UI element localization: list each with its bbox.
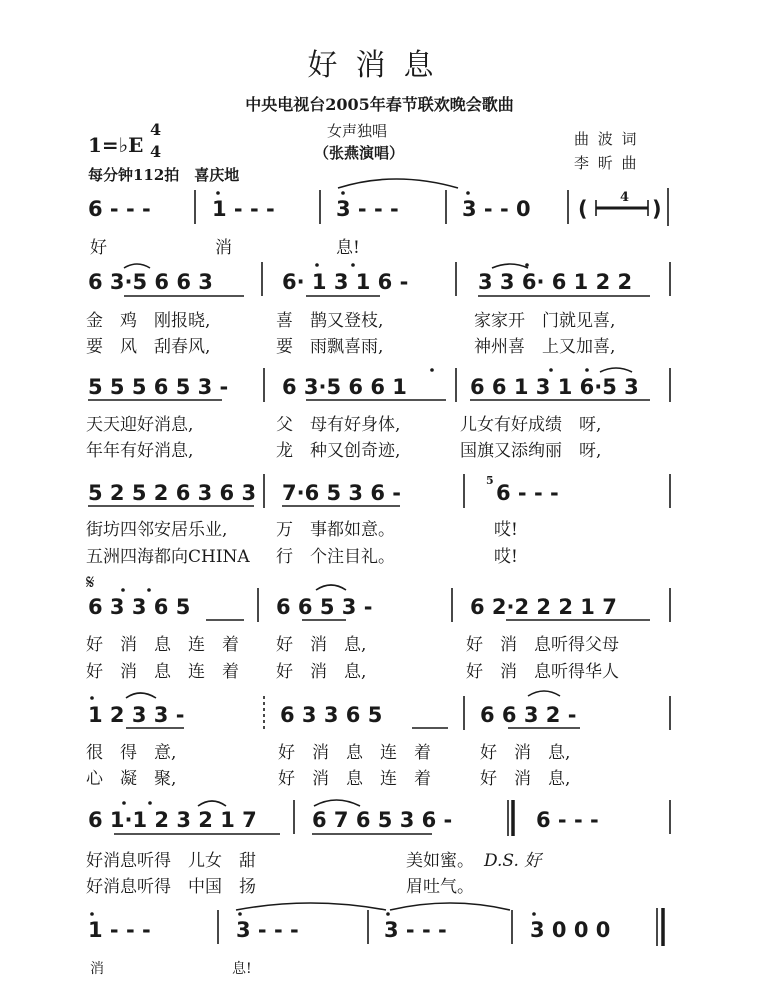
lyric: 龙 种又创奇迹, — [276, 441, 401, 461]
key-signature: 1=♭E — [88, 133, 144, 157]
lyric: 儿女有好成绩 呀, — [460, 415, 602, 435]
measure: 3 - - 0 — [462, 197, 531, 221]
song-title: 好消息 — [307, 48, 452, 83]
performer: （张燕演唱） — [314, 144, 405, 162]
measure: 6 3·5 6 6 3 — [88, 270, 213, 294]
tempo-marking: 每分钟112拍 喜庆地 — [88, 166, 240, 184]
measure: 6 6 3 2 - — [480, 703, 577, 727]
lyric: 好 消 息, — [480, 769, 571, 789]
measure: 1 - - - — [88, 918, 151, 942]
lyric: 消 — [215, 238, 232, 258]
lyric: 要 雨飘喜雨, — [276, 337, 384, 357]
lyric: 好 消 息 连 着 — [278, 743, 431, 763]
lyric: 父 母有好身体, — [276, 415, 401, 435]
measure: 6 3 3 6 5 — [280, 703, 383, 727]
lyric: 好 消 息, — [276, 662, 367, 682]
lyric: 心 凝 聚, — [86, 769, 177, 789]
measure: 7·6 5 3 6 - — [282, 481, 401, 505]
lyric: 神州喜 上又加喜, — [474, 337, 616, 357]
lyric: 天天迎好消息, — [86, 415, 194, 435]
lyric: 息! — [232, 961, 252, 977]
measure: 6 - - - — [88, 197, 151, 221]
lyric: 国旗又添绚丽 呀, — [460, 441, 602, 461]
lyric: 眉吐气。 — [406, 877, 474, 897]
lyric: 喜 鹊又登枝, — [276, 311, 384, 331]
lyric: 息! — [336, 238, 360, 258]
rest-count: 4 — [620, 190, 630, 205]
lyric: 美如蜜。 — [406, 851, 474, 871]
lyric: 好 消 息 连 着 — [86, 635, 239, 655]
lyric: 哎! — [494, 520, 518, 540]
lyric: 好 消 息 连 着 — [278, 769, 431, 789]
measure: 3 3 6· 6 1 2 2 — [478, 270, 633, 294]
lyric: 街坊四邻安居乐业, — [86, 520, 228, 540]
lyric: 家家开 门就见喜, — [474, 311, 616, 331]
lyric: 年年有好消息, — [86, 441, 194, 461]
song-subtitle: 中央电视台2005年春节联欢晚会歌曲 — [245, 95, 514, 114]
measure: 3 - - - — [336, 197, 399, 221]
lyric: 好 消 息, — [276, 635, 367, 655]
measure: 3 - - - — [384, 918, 447, 942]
measure: 6· 1 3 1 6 - — [282, 270, 409, 294]
measure: 5 5 5 6 5 3 - — [88, 375, 229, 399]
lyric: 万 事都如意。 — [276, 520, 395, 540]
measure: 6 3·5 6 6 1 — [282, 375, 407, 399]
fermata-mark: 5 — [486, 474, 494, 487]
dal-segno-lyric: D.S. 好 — [484, 851, 542, 871]
lyric: 好 消 息, — [480, 743, 571, 763]
measure: 3 - - - — [236, 918, 299, 942]
lyric: 哎! — [494, 547, 518, 567]
measure: 6 6 5 3 - — [276, 595, 373, 619]
lyric: 五洲四海都向CHINA — [86, 547, 250, 567]
time-signature-bottom: 4 — [150, 142, 162, 161]
lyric: 好消息听得 中国 扬 — [86, 877, 256, 897]
time-signature-top: 4 — [150, 120, 162, 139]
measure: 6 7 6 5 3 6 - — [312, 808, 453, 832]
repeat-close-paren: ) — [652, 197, 662, 221]
measure: 6 1·1 2 3 2 1 7 — [88, 808, 257, 832]
lyric: 很 得 意, — [86, 743, 177, 763]
measure: 6 6 1 3 1 6·5 3 — [470, 375, 639, 399]
measure: 1 2 3 3 - — [88, 703, 185, 727]
lyric: 好 消 息听得父母 — [466, 635, 619, 655]
lyric: 消 — [90, 961, 104, 977]
measure: 5 2 5 2 6 3 6 3 — [88, 481, 257, 505]
measure: 6 3 3 6 5 — [88, 595, 191, 619]
lyricist: 曲 波 词 — [574, 130, 639, 148]
measure: 6 - - - — [496, 481, 559, 505]
lyric: 好 消 息 连 着 — [86, 662, 239, 682]
lyric: 好 — [90, 238, 107, 258]
measure: 3 0 0 0 — [530, 918, 611, 942]
lyric: 要 风 刮春风, — [86, 337, 211, 357]
voice-type: 女声独唱 — [327, 122, 388, 140]
composer: 李 昕 曲 — [574, 154, 639, 172]
lyric: 好 消 息听得华人 — [466, 662, 619, 682]
segno-sign: 𝄋 — [86, 570, 95, 594]
measure: 6 2·2 2 2 1 7 — [470, 595, 617, 619]
measure: 6 - - - — [536, 808, 599, 832]
lyric: 金 鸡 刚报晓, — [86, 311, 211, 331]
measure: 1 - - - — [212, 197, 275, 221]
lyric: 好消息听得 儿女 甜 — [86, 851, 256, 871]
repeat-open-paren: ( — [578, 197, 588, 221]
lyric: 行 个注目礼。 — [276, 547, 395, 567]
